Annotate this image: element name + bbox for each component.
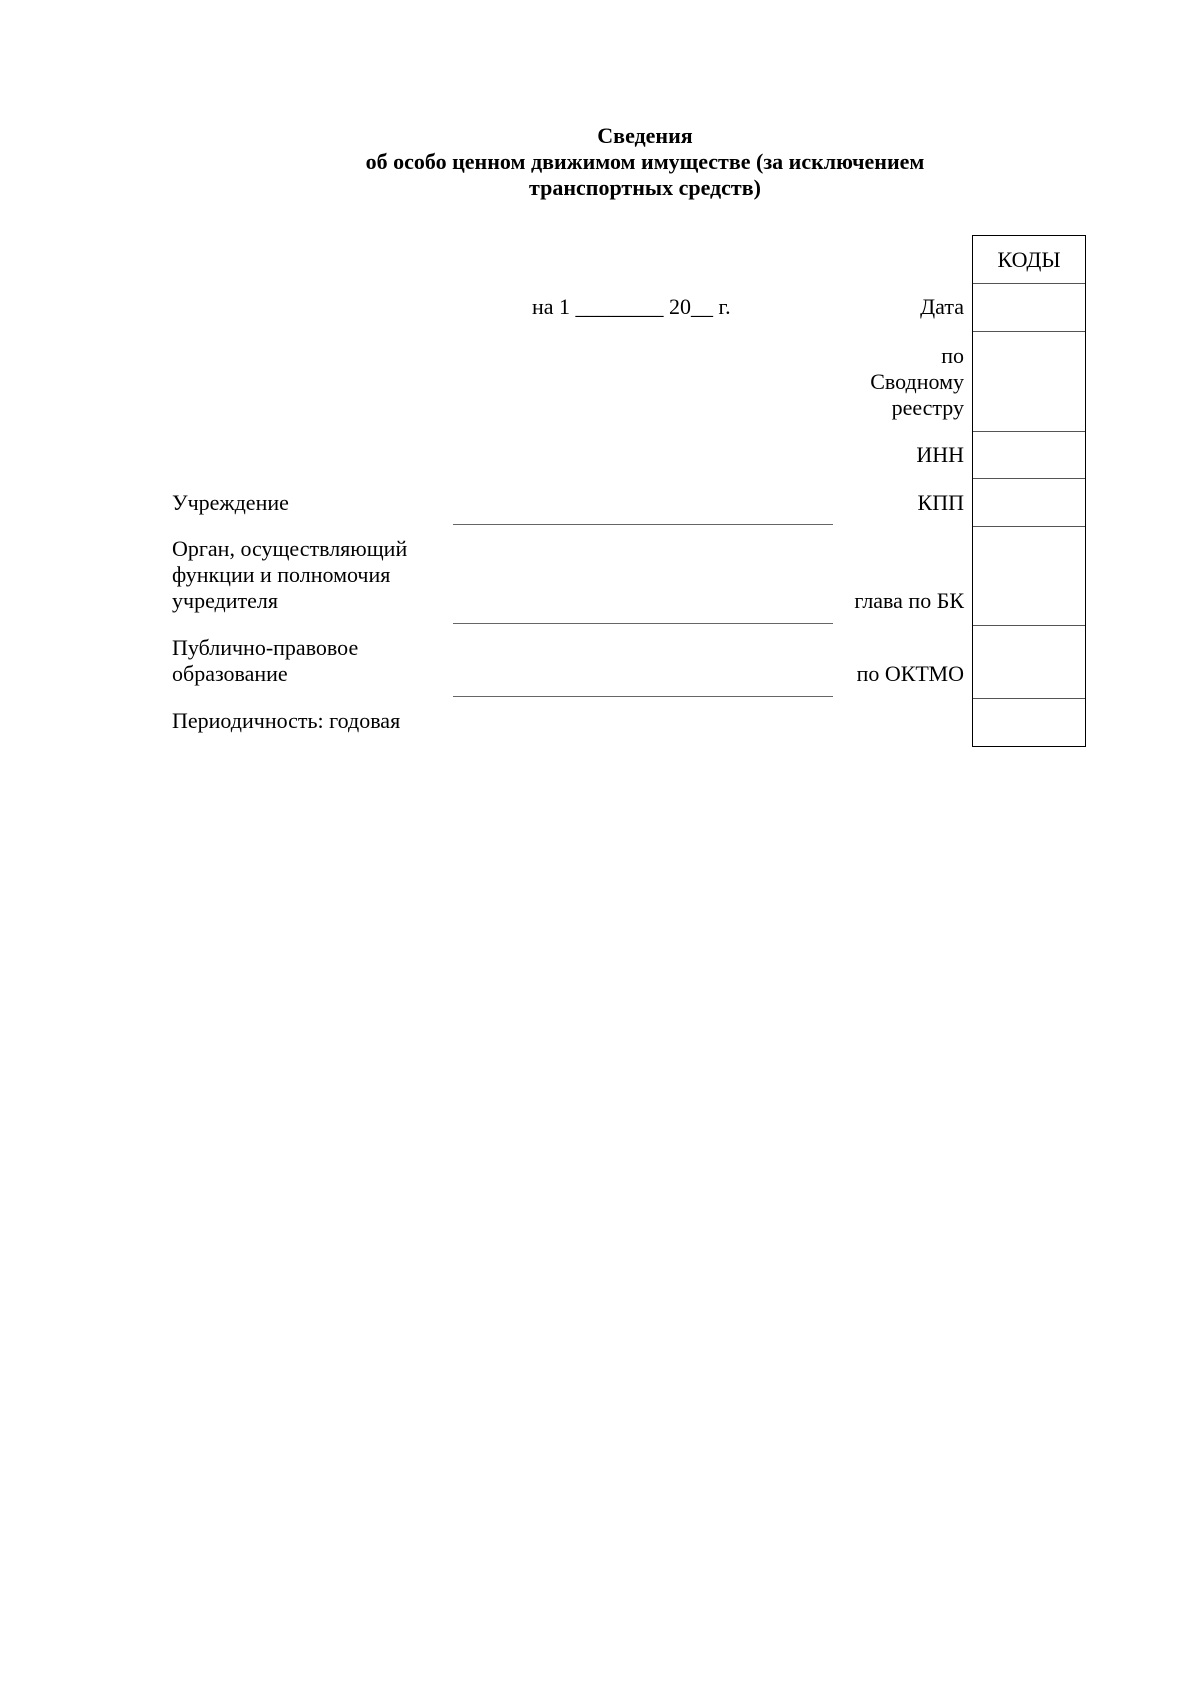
code-cell-date[interactable] [973, 284, 1085, 332]
field-label-organ-2: функции и полномочия [172, 562, 391, 587]
organ-underline[interactable] [453, 623, 833, 624]
code-label-kpp: КПП [917, 490, 964, 515]
field-label-organ-1: Орган, осуществляющий [172, 536, 408, 561]
code-cell-registry[interactable] [973, 332, 1085, 432]
code-label-inn: ИНН [916, 442, 964, 467]
field-label-organ-3: учредителя [172, 588, 278, 613]
codes-header: КОДЫ [973, 236, 1085, 284]
field-label-public-2: образование [172, 661, 288, 686]
code-cell-periodicity[interactable] [973, 699, 1085, 746]
code-label-registry-2: Сводному [870, 369, 964, 394]
code-label-date: Дата [920, 294, 964, 319]
code-label-registry-3: реестру [891, 395, 964, 420]
code-label-oktmo: по ОКТМО [856, 661, 964, 686]
document-title: Сведения [597, 123, 693, 148]
code-cell-kpp[interactable] [973, 479, 1085, 527]
code-cell-inn[interactable] [973, 432, 1085, 479]
code-label-registry-1: по [941, 343, 964, 368]
institution-underline[interactable] [453, 524, 833, 525]
code-cell-oktmo[interactable] [973, 626, 1085, 699]
public-entity-underline[interactable] [453, 696, 833, 697]
field-label-institution: Учреждение [172, 490, 289, 515]
code-cell-bk[interactable] [973, 527, 1085, 626]
code-label-bk: глава по БК [854, 588, 964, 613]
document-subtitle-line1: об особо ценном движимом имуществе (за исключением [365, 149, 925, 174]
report-date-line: на 1 ________ 20__ г. [532, 294, 731, 319]
field-label-periodicity: Периодичность: годовая [172, 708, 401, 733]
document-subtitle-line2: транспортных средств) [529, 175, 761, 200]
field-label-public-1: Публично-правовое [172, 635, 359, 660]
codes-table [972, 235, 1086, 747]
